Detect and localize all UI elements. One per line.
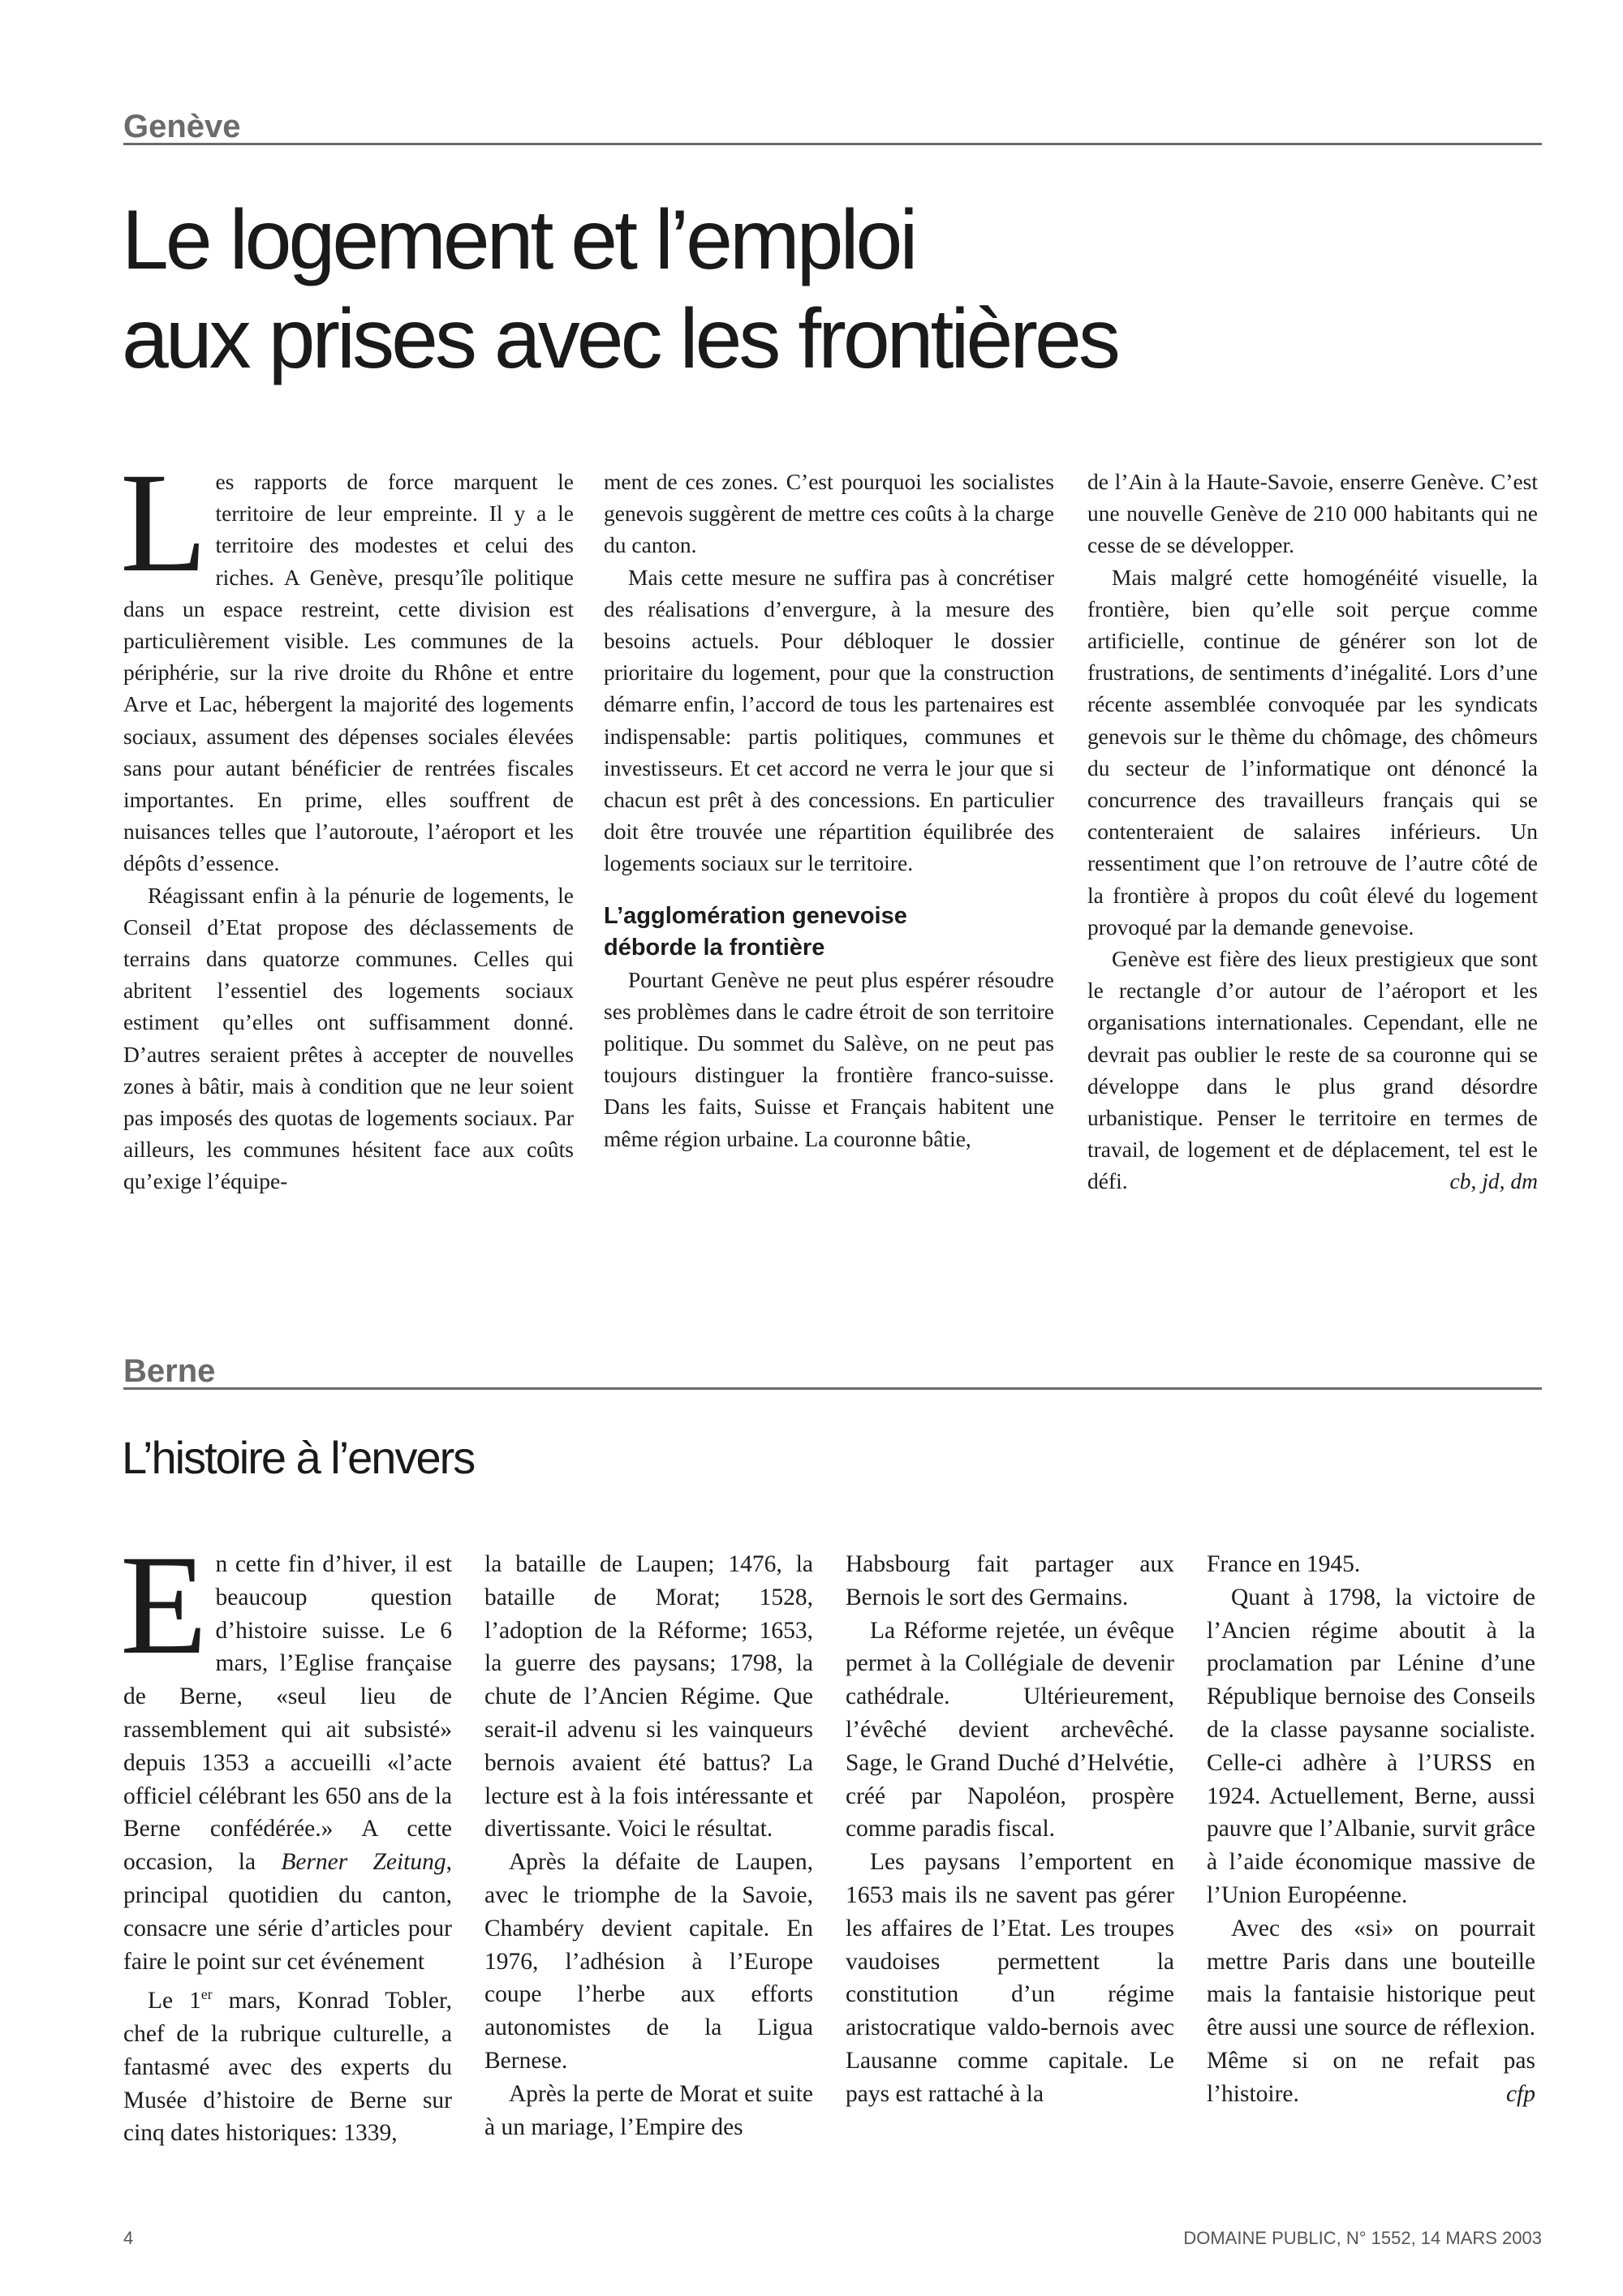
drop-cap: E — [120, 1526, 208, 1684]
paragraph: Habsbourg fait partager aux Bernois le sort des Germains. — [846, 1551, 1174, 1610]
article-title-berne: L’histoire à l’envers — [122, 1432, 475, 1483]
author-signature: cfp — [1505, 2080, 1535, 2107]
berne-column-1 — [120, 1526, 453, 2150]
paragraph: En cette fin d’hiver, il est beaucoup question d’histoire suisse. Le 6 mars, l’Eglise française de Berne, «seul lieu de rassemblement qui ait subsisté» depuis 1353 a accueilli «l’acte officiel célébrant les 650 ans de la Berne confédérée.» A cette occasion, la Berner Zeitung, principal quotidien du canton, consacre une série d’articles pour faire le point sur cet événement — [120, 1526, 453, 1975]
paragraph: Pourtant Genève ne peut plus espérer résoudre ses problèmes dans le cadre étroit de son territoire politique. Du sommet du Salève, on ne peut pas toujours distinguer la frontière franco-suisse. Dans les faits, Suisse et Français habitent une même région urbaine. La couronne bâtie, — [604, 966, 1054, 1151]
berne-column-2 — [484, 1548, 813, 2143]
paragraph: Le 1er mars, Konrad Tobler, chef de la rubrique culturelle, a fantasmé avec des experts du Musée d’histoire de Berne sur cinq dates historiques: 1339, — [123, 1986, 452, 2147]
paragraph: Mais malgré cette homogénéité visuelle, la frontière, bien qu’elle soit perçue comme artificielle, continue de générer son lot de frustrations, de sentiments d’inégalité. Lors d’une récente assemblée convoquée par les syndicats genevois sur le thème du chômage, des chômeurs du secteur de l’informatique ont dénoncé la concurrence des travailleurs français qui se contenteraient de salaires inférieurs. Un ressentiment que l’on retrouve de l’autre côté de la frontière à propos du coût élevé du logement provoqué par la demande genevoise. — [1087, 564, 1538, 939]
section-label-geneve: Genève — [123, 110, 1542, 145]
publication-info: DOMAINE PUBLIC, N° 1552, 14 MARS 2003 — [1183, 2228, 1542, 2248]
paragraph: Réagissant enfin à la pénurie de logements, le Conseil d’Etat propose des déclassements de terrains dans quatorze communes. Celles qui abritent l’essentiel des logements sociaux estiment qu’elles ont suffisamment donné. D’autres seraient prêtes à accepter de nouvelles zones à bâtir, mais à condition que ne leur soient pas imposés des quotas de logements sociaux. Par ailleurs, les communes hésitent face aux coûts qu’exige l’équipe- — [123, 882, 574, 1194]
title-line-1: Le logement et l’emploi — [122, 193, 915, 287]
author-signature: cb, jd, dm — [1449, 1168, 1538, 1194]
paragraph: Les paysans l’emportent en 1653 mais ils ne savent pas gérer les affaires de l’Etat. Les troupes vaudoises permettent la constitution d’un régime aristocratique valdo-bernois avec Lausanne comme capitale. Le pays est rattaché à la — [846, 1849, 1174, 2107]
page-number: 4 — [123, 2228, 134, 2248]
paragraph: Avec des «si» on pourrait mettre Paris dans une bouteille mais la fantaisie historique peut être aussi une source de réflexion. Même si on ne refait pas l’histoire. cfp — [1207, 1912, 1535, 2111]
berne-column-3 — [846, 1548, 1174, 2111]
subheading: L’agglomération genevoise déborde la frontière — [604, 902, 907, 961]
paragraph: la bataille de Laupen; 1476, la bataille de Morat; 1528, l’adoption de la Réforme; 1653, la guerre des paysans; 1798, la chute de l’Ancien Régime. Que serait-il advenu si les vainqueurs bernois avaient été battus? La lecture est à la fois intéressante et divertissante. Voici le résultat. — [484, 1551, 813, 1842]
newspaper-name: Berner Zeitung — [281, 1849, 446, 1876]
paragraph: Mais cette mesure ne suffira pas à concrétiser des réalisations d’envergure, à la mesure des besoins actuels. Pour débloquer le dossier prioritaire du logement, pour que la construction démarre enfin, l’accord de tous les partenaires est indispensable: partis politiques, communes et investisseurs. Et cet accord ne verra le jour que si chacun est prêt à des concessions. En particulier doit être trouvée une répartition équilibrée des logements sociaux sur le territoire. — [604, 564, 1054, 876]
paragraph: Après la défaite de Laupen, avec le triomphe de la Savoie, Chambéry devient capitale. En 1976, l’adhésion à l’Europe coupe l’herbe aux efforts autonomistes de la Ligua Bernese. — [484, 1849, 813, 2074]
drop-cap: L — [120, 444, 208, 602]
geneve-column-1 — [120, 444, 574, 1197]
berne-column-4 — [1207, 1548, 1535, 2111]
paragraph: Quant à 1798, la victoire de l’Ancien régime aboutit à la proclamation par Lénine d’une République bernoise des Conseils de la classe paysanne socialiste. Celle-ci adhère à l’URSS en 1924. Actuellement, Berne, aussi pauvre que l’Albanie, survit grâce à l’aide économique massive de l’Union Européenne. — [1207, 1584, 1535, 1908]
geneve-column-2 — [604, 466, 1054, 1154]
paragraph: La Réforme rejetée, un évêque permet à la Collégiale de devenir cathédrale. Ultérieurement, l’évêché devient archevêché. Sage, le Grand Duché d’Helvétie, créé par Napoléon, prospère comme paradis fiscal. — [846, 1617, 1174, 1842]
paragraph: ment de ces zones. C’est pourquoi les socialistes genevois suggèrent de mettre ces coûts à la charge du canton. — [604, 469, 1054, 558]
paragraph: Genève est fière des lieux prestigieux que sont le rectangle d’or autour de l’aéroport et les organisations internationales. Cependant, elle ne devrait pas oublier le reste de sa couronne qui se développe dans le plus grand désordre urbanistique. Penser le territoire en termes de travail, de logement et de déplacement, tel est le défi. cb, jd, dm — [1087, 943, 1538, 1197]
title-line-2: aux prises avec les frontières — [122, 292, 1117, 386]
geneve-column-3 — [1087, 466, 1538, 1197]
section-label-berne: Berne — [123, 1355, 1542, 1390]
paragraph: Après la perte de Morat et suite à un mariage, l’Empire des — [484, 2080, 813, 2140]
paragraph: France en 1945. — [1207, 1551, 1361, 1577]
article-title-geneve — [122, 191, 1550, 389]
paragraph: Les rapports de force marquent le territoire de leur empreinte. Il y a le territoire des modestes et celui des riches. A Genève, presqu’île politique dans un espace restreint, cette division est particulièrement visible. Les communes de la périphérie, sur la rive droite du Rhône et entre Arve et Lac, hébergent la majorité des logements sociaux, assument des dépenses sociales élevées sans pour autant bénéficier de rentrées fiscales importantes. En prime, elles souffrent de nuisances telles que l’autoroute, l’aéroport et les dépôts d’essence. — [120, 444, 574, 876]
paragraph: de l’Ain à la Haute-Savoie, enserre Genève. C’est une nouvelle Genève de 210 000 habitants qui ne cesse de se développer. — [1087, 469, 1538, 558]
